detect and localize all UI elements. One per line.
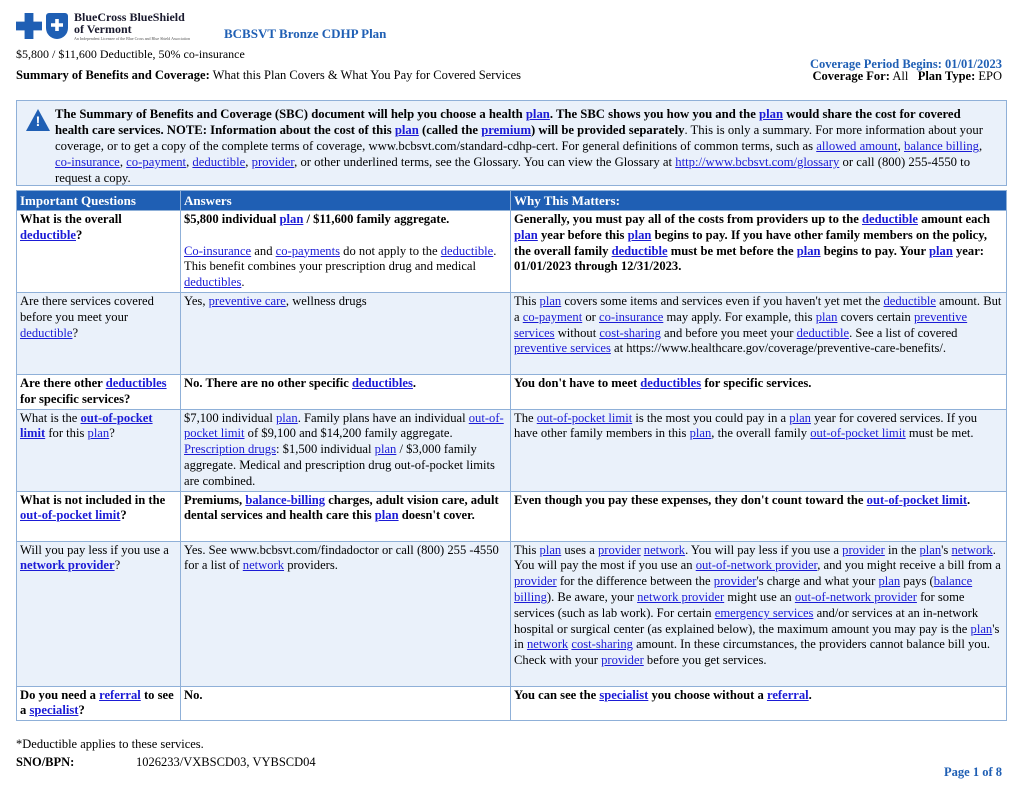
plan-link[interactable]: plan (796, 243, 821, 258)
answer-cell: Yes. See www.bcbsvt.com/findadoctor or call (800) 255 -4550 for a list of network providers. (181, 541, 511, 686)
coinsurance-link[interactable]: co-insurance (55, 155, 120, 169)
why-cell: The out-of-pocket limit is the most you could pay in a plan year for covered services. If you have other family members in this plan, the overall family out-of-pocket limit must be met. (511, 409, 1007, 491)
referral-link[interactable]: referral (766, 687, 809, 702)
deductible-link[interactable]: deductible (861, 212, 918, 226)
cost-sharing-link[interactable]: sharing (595, 637, 633, 652)
sno-label: SNO/BPN: (16, 755, 75, 769)
network-link[interactable]: network (526, 637, 569, 652)
provider-link[interactable]: provider (514, 574, 557, 589)
allowed-amount-link[interactable]: allowed amount (816, 139, 898, 153)
plan-link[interactable]: plan (374, 508, 399, 523)
balance-billing-link[interactable]: balance billing (514, 574, 973, 604)
balance-billing-link[interactable]: balance billing (903, 139, 980, 153)
sno-value: 1026233/VXBSCD03, VYBSCD04 (136, 755, 316, 769)
plan-link[interactable]: plan (878, 574, 901, 589)
plan-link[interactable]: plan (919, 542, 942, 557)
plan-link[interactable]: plan (394, 123, 419, 137)
header-why-this-matters: Why This Matters: (511, 191, 1007, 211)
glossary-link[interactable]: http://www.bcbsvt.com/glossary (675, 155, 840, 169)
question-cell: Will you pay less if you use a network provider? (17, 541, 181, 686)
preventive-services-link[interactable]: preventive services (514, 341, 611, 356)
provider-link[interactable]: provider (601, 653, 644, 668)
warning-icon (26, 109, 50, 131)
question-cell: What is the out-of-pocket limit for this plan? (17, 409, 181, 491)
provider-link[interactable]: provider (842, 542, 885, 557)
deductible-link[interactable]: deductible (611, 243, 668, 258)
plan-link[interactable]: plan (276, 410, 298, 425)
oop-limit-link[interactable]: out-of-pocket limit (810, 426, 906, 441)
oop-limit-link[interactable]: out-of-pocket limit (20, 410, 153, 441)
plan-link[interactable]: plan (627, 227, 652, 242)
table-row (17, 375, 1007, 410)
question-cell: Are there other deductibles for specific services? (17, 375, 181, 410)
table-row (17, 491, 1007, 541)
important-questions-table (16, 190, 1007, 721)
specialist-link[interactable]: specialist (599, 687, 649, 702)
coinsurance-link[interactable]: Co-insurance (184, 243, 252, 258)
deductibles-link[interactable]: deductibles (184, 275, 242, 290)
cost-sharing-link[interactable]: cost-sharing (599, 325, 661, 340)
question-cell: What is not included in the out-of-pocket limit? (17, 491, 181, 541)
sbc-title: Summary of Benefits and Coverage: What this Plan Covers & What You Pay for Covered Services (16, 68, 522, 82)
emergency-services-link[interactable]: emergency services (714, 605, 814, 620)
blue-cross-icon (16, 13, 42, 39)
why-cell: Generally, you must pay all of the costs from providers up to the deductible amount each plan year before this plan begins to pay. If you have other family members on the policy, the overall family deductible must be met before the plan begins to pay. Your plan year: 01/01/2023 through 12/31/2023. (511, 211, 1007, 293)
why-cell: This plan uses a provider network. You will pay less if you use a provider in the plan's network. You will pay the most if you use an out-of-network provider, and you might receive a bill from a provider for the difference between the provider's charge and what your plan pays (balance billing). Be aware, your network provider might use an out-of-network provider for some services (such as lab work). For certain emergency services and/or services at an in-network hospital or surgical center (as explained below), the maximum amount you may pay is the plan's in network cost-sharing amount. In these circumstances, the providers cannot balance bill you. Check with your provider before you get services. (511, 541, 1007, 686)
deductibles-link[interactable]: deductibles (640, 376, 702, 390)
prescription-drugs-link[interactable]: Prescription drugs (184, 442, 276, 457)
network-link[interactable]: network (643, 542, 686, 557)
oon-provider-link[interactable]: out-of-network provider (695, 558, 818, 573)
answer-cell: $7,100 individual plan. Family plans have an individual out-of-pocket limit of $9,100 and $14,200 family aggregate. Prescription drugs: $1,500 individual plan / $3,000 family aggregate. Medical and prescription drug out-of-pocket limits are combined. (181, 409, 511, 491)
blue-shield-icon (46, 13, 68, 39)
specialist-link[interactable]: specialist (29, 703, 79, 718)
table-row (17, 686, 1007, 721)
plan-link[interactable]: plan (539, 294, 562, 308)
table-row (17, 541, 1007, 686)
referral-link[interactable]: referral (99, 687, 141, 702)
question-cell: Are there services covered before you meet your deductible? (17, 293, 181, 375)
page-number: Page 1 of 8 (944, 765, 1002, 779)
table-header-row (17, 191, 1007, 211)
why-cell: You can see the specialist you choose without a referral. (511, 686, 1007, 721)
coverage-for: Coverage For: All Plan Type: EPO (812, 69, 1002, 83)
copayment-link[interactable]: co-payment (522, 309, 583, 324)
plan-link[interactable]: plan (279, 212, 304, 226)
plan-link[interactable]: plan (815, 309, 838, 324)
oon-provider-link[interactable]: out-of-network provider (794, 589, 917, 604)
network-provider-link[interactable]: network provider (20, 558, 115, 573)
answer-cell: Yes, preventive care, wellness drugs (181, 293, 511, 375)
plan-link[interactable]: plan (87, 426, 110, 441)
oop-limit-link[interactable]: out-of-pocket limit (536, 410, 633, 425)
header-important-questions: Important Questions (17, 191, 181, 211)
premium-link[interactable]: premium (481, 123, 532, 137)
deductible-summary: $5,800 / $11,600 Deductible, 50% co-insurance (16, 47, 245, 61)
deductible-link[interactable]: deductible (796, 325, 850, 340)
plan-link[interactable]: plan (525, 107, 550, 121)
plan-link[interactable]: plan (789, 410, 811, 425)
oop-limit-link[interactable]: out-of-pocket limit (184, 410, 504, 441)
question-cell: Do you need a referral to see a specialist? (17, 686, 181, 721)
answer-cell: $5,800 individual plan / $11,600 family aggregate. Co-insurance and co-payments do not apply to the deductible. This benefit combines your prescription drug and medical deductibles. (181, 211, 511, 293)
oop-limit-link[interactable]: out-of-pocket limit (20, 508, 121, 523)
footnote: *Deductible applies to these services. (16, 737, 204, 751)
network-link[interactable]: network (951, 542, 993, 557)
logo-text: BlueCross BlueShield of Vermont An Independent Licensee of the Blue Cross and Blue Shield Association (74, 10, 190, 41)
notice-text: The Summary of Benefits and Coverage (SBC) document will help you choose a health plan. The SBC shows you how you and the plan would share the cost for covered health care services. NOTE: Information about the cost of this plan (called the premium) will be provided separately. This is only a summary. For more information about your coverage, or to get a copy of the complete terms of coverage, www.bcbsvt.com/standard-cdhp-cert. For general definitions of common terms, such as allowed amount, balance billing, co-insurance, co-payment, deductible, provider, or other underlined terms, see the Glossary. You can view the Glossary at http://www.bcbsvt.com/glossary or call (800) 255-4550 to request a copy. (55, 107, 983, 185)
plan-link[interactable]: plan (970, 621, 993, 636)
deductibles-link[interactable]: deductibles (352, 376, 413, 390)
copayment-link[interactable]: co-payment (126, 155, 187, 169)
table-row (17, 409, 1007, 491)
answer-cell: No. There are no other specific deductibles. (181, 375, 511, 410)
bcbsvt-logo (16, 10, 190, 42)
plan-link[interactable]: plan (689, 426, 712, 441)
provider-link[interactable]: provider (713, 574, 757, 589)
plan-link[interactable]: plan (759, 107, 784, 121)
preventive-care-link[interactable]: preventive care (208, 294, 286, 308)
network-link[interactable]: network (242, 558, 285, 573)
plan-name: BCBSVT Bronze CDHP Plan (224, 26, 387, 41)
why-cell: Even though you pay these expenses, they don't count toward the out-of-pocket limit. (511, 491, 1007, 541)
network-provider-link[interactable]: network provider (637, 589, 725, 604)
copayments-link[interactable]: co-payments (275, 243, 340, 258)
plan-link[interactable]: plan (929, 243, 953, 258)
provider-link[interactable]: provider (597, 542, 641, 557)
deductible-link[interactable]: deductible (883, 294, 936, 308)
provider-link[interactable]: provider (251, 155, 295, 169)
cost-sharing-link[interactable]: cost- (571, 637, 596, 652)
deductible-link[interactable]: deductible (20, 325, 73, 340)
table-row (17, 293, 1007, 375)
deductible-link[interactable]: deductible (192, 155, 246, 169)
why-cell: You don't have to meet deductibles for specific services. (511, 375, 1007, 410)
oop-limit-link[interactable]: out-of-pocket limit (866, 492, 968, 507)
plan-link[interactable]: plan (514, 227, 538, 242)
coverage-period: Coverage Period Begins: 01/01/2023 (810, 57, 1002, 71)
balance-billing-link[interactable]: balance-billing (245, 492, 326, 507)
header-answers: Answers (181, 191, 511, 211)
deductible-link[interactable]: deductible (440, 243, 494, 258)
coinsurance-link[interactable]: co-insurance (599, 309, 664, 324)
plan-link[interactable]: plan (539, 542, 562, 557)
question-cell: What is the overall deductible? (17, 211, 181, 293)
sbc-notice (16, 100, 1007, 186)
table-row (17, 211, 1007, 293)
why-cell: This plan covers some items and services even if you haven't yet met the deductible amount. But a co-payment or co-insurance may apply. For example, this plan covers certain preventive services without cost-sharing and before you meet your deductible. See a list of covered preventive services at https://www.healthcare.gov/coverage/preventive-care-benefits/. (511, 293, 1007, 375)
answer-cell: No. (181, 686, 511, 721)
deductible-link[interactable]: deductible (20, 227, 76, 242)
deductibles-link[interactable]: deductibles (105, 376, 167, 390)
preventive-services-link[interactable]: preventive services (514, 309, 968, 340)
answer-cell: Premiums, balance-billing charges, adult vision care, adult dental services and health care this plan doesn't cover. (181, 491, 511, 541)
plan-link[interactable]: plan (374, 442, 397, 457)
